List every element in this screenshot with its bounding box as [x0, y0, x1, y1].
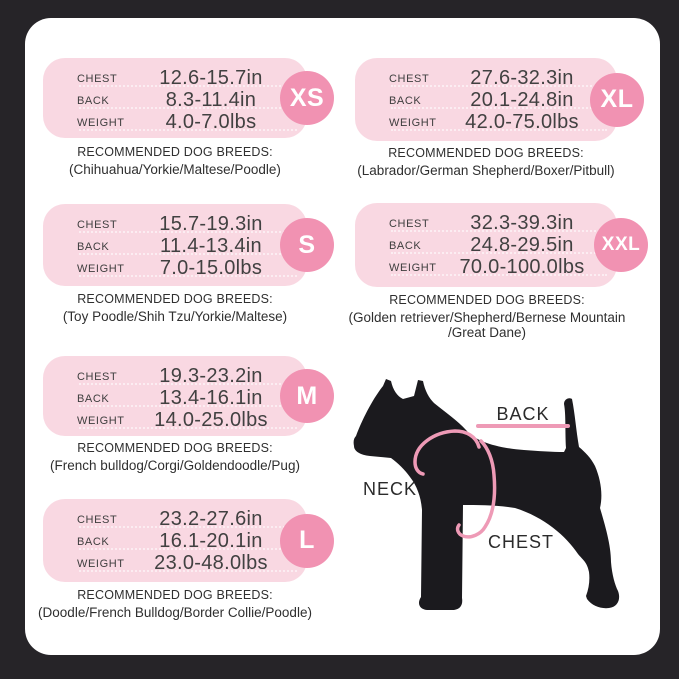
weight-value: 42.0-75.0lbs [465, 111, 579, 133]
breeds-list: (Chihuahua/Yorkie/Maltese/Poodle) [69, 162, 281, 177]
back-value: 16.1-20.1in [159, 530, 263, 552]
chest-value: 19.3-23.2in [159, 365, 263, 387]
measure-row-back [389, 89, 591, 111]
size-card-m [43, 356, 318, 436]
measure-rows [43, 356, 307, 436]
size-card-xs [43, 58, 325, 138]
measure-row-back [77, 89, 281, 111]
measure-rows [43, 204, 307, 286]
neck-diagram-label: NECK [362, 479, 418, 499]
weight-value: 7.0-15.0lbs [159, 257, 263, 279]
size-badge-l: L [280, 514, 334, 568]
breeds-note-xs [15, 145, 335, 177]
measure-row-chest [77, 213, 281, 235]
measure-row-chest [389, 212, 591, 234]
back-value: 13.4-16.1in [159, 387, 263, 409]
measure-row-weight [77, 111, 281, 133]
measure-row-chest [77, 508, 281, 530]
back-label: BACK [77, 535, 110, 548]
breeds-note-xl [326, 146, 646, 178]
breeds-heading: RECOMMENDED DOG BREEDS: [389, 293, 585, 307]
measure-rows [43, 499, 307, 582]
weight-label: WEIGHT [77, 414, 125, 427]
back-label: BACK [389, 239, 422, 252]
chest-label: CHEST [77, 513, 118, 526]
back-label: BACK [77, 392, 110, 405]
size-badge-s: S [280, 218, 334, 272]
back-label: BACK [77, 240, 110, 253]
chest-label: CHEST [77, 72, 118, 85]
measure-row-back [389, 234, 591, 256]
measure-row-back [77, 387, 281, 409]
breeds-list: (Toy Poodle/Shih Tzu/Yorkie/Maltese) [62, 309, 288, 324]
breeds-list: (Labrador/German Shepherd/Boxer/Pitbull) [357, 163, 615, 178]
measure-row-chest [77, 67, 281, 89]
breeds-note-m [15, 441, 335, 473]
back-value: 24.8-29.5in [470, 234, 574, 256]
back-value: 20.1-24.8in [470, 89, 574, 111]
size-card-xl [355, 58, 634, 141]
measure-row-weight [77, 552, 281, 574]
measure-row-weight [389, 256, 591, 278]
back-diagram-label: BACK [496, 404, 550, 424]
chest-value: 15.7-19.3in [159, 213, 263, 235]
size-card-xxl [355, 203, 641, 287]
back-label: BACK [77, 94, 110, 107]
measure-row-chest [77, 365, 281, 387]
size-badge-xl: XL [590, 73, 644, 127]
size-badge-m: M [280, 369, 334, 423]
measure-row-chest [389, 67, 591, 89]
breeds-heading: RECOMMENDED DOG BREEDS: [77, 441, 273, 455]
size-badge-xs: XS [280, 71, 334, 125]
back-value: 11.4-13.4in [160, 235, 262, 257]
measure-rows [355, 203, 617, 287]
weight-value: 14.0-25.0lbs [154, 409, 268, 431]
breeds-note-s [15, 292, 335, 324]
measure-row-weight [77, 409, 281, 431]
breeds-heading: RECOMMENDED DOG BREEDS: [77, 588, 273, 602]
measure-row-weight [389, 111, 591, 133]
chest-label: CHEST [389, 72, 430, 85]
measure-row-back [77, 235, 281, 257]
weight-label: WEIGHT [389, 261, 437, 274]
breeds-list: (Golden retriever/Shepherd/Bernese Mountain /Great Dane) [348, 310, 626, 340]
breeds-heading: RECOMMENDED DOG BREEDS: [77, 292, 273, 306]
breeds-note-l [15, 588, 335, 620]
size-badge-xxl: XXL [594, 218, 648, 272]
weight-value: 4.0-7.0lbs [165, 111, 257, 133]
breeds-note-xxl [331, 293, 643, 340]
chest-label: CHEST [77, 370, 118, 383]
weight-value: 23.0-48.0lbs [154, 552, 268, 574]
breeds-heading: RECOMMENDED DOG BREEDS: [388, 146, 584, 160]
chest-value: 32.3-39.3in [470, 212, 574, 234]
weight-label: WEIGHT [77, 116, 125, 129]
chest-value: 12.6-15.7in [159, 67, 263, 89]
breeds-heading: RECOMMENDED DOG BREEDS: [77, 145, 273, 159]
weight-label: WEIGHT [389, 116, 437, 129]
breeds-list: (French bulldog/Corgi/Goldendoodle/Pug) [50, 458, 300, 473]
size-card-s [43, 204, 316, 286]
dog-measurement-diagram [348, 360, 660, 652]
size-card-l [43, 499, 315, 582]
weight-value: 70.0-100.0lbs [459, 256, 585, 278]
weight-label: WEIGHT [77, 262, 125, 275]
chest-value: 27.6-32.3in [470, 67, 574, 89]
measure-row-back [77, 530, 281, 552]
back-value: 8.3-11.4in [165, 89, 257, 111]
weight-label: WEIGHT [77, 557, 125, 570]
measure-rows [355, 58, 617, 141]
chest-label: CHEST [389, 217, 430, 230]
measure-rows [43, 58, 307, 138]
chest-value: 23.2-27.6in [159, 508, 263, 530]
chest-diagram-label: CHEST [487, 532, 555, 552]
breeds-list: (Doodle/French Bulldog/Border Collie/Poodle) [38, 605, 312, 620]
measure-row-weight [77, 257, 281, 279]
back-label: BACK [389, 94, 422, 107]
chest-label: CHEST [77, 218, 118, 231]
